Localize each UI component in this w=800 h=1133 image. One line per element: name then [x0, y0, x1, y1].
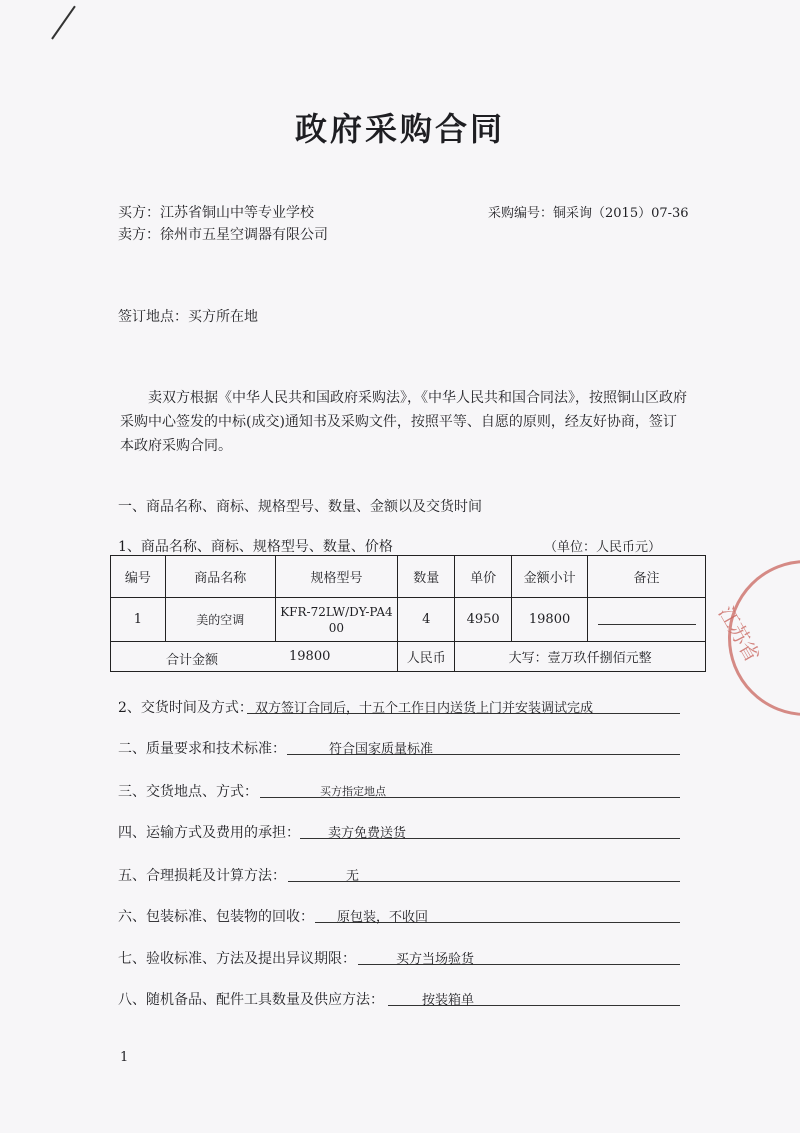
acceptance-field — [358, 948, 680, 965]
total-value: 19800 — [289, 649, 331, 664]
cell-model-line1: KFR-72LW/DY-PA4 — [280, 604, 393, 619]
quality-value: 符合国家质量标准 — [329, 742, 434, 757]
cell-name: 美的空调 — [165, 598, 275, 642]
header-remark: 备注 — [588, 556, 706, 598]
cell-model-line2: 00 — [328, 620, 345, 635]
cell-model — [275, 598, 398, 642]
table-header-row — [111, 556, 706, 598]
table-heading: 1、商品名称、商标、规格型号、数量、价格 — [118, 539, 393, 555]
buyer-line: 买方：江苏省铜山中等专业学校 — [118, 205, 314, 221]
item-2-field — [247, 697, 680, 714]
cell-no: 1 — [111, 598, 166, 642]
quality-field — [287, 738, 680, 755]
table-row — [111, 598, 706, 642]
transport-field — [300, 822, 680, 839]
cell-subtotal: 19800 — [512, 598, 588, 642]
loss-field — [288, 865, 680, 882]
header-subtotal: 金额小计 — [512, 556, 588, 598]
total-label-cell — [111, 642, 398, 672]
goods-table — [110, 555, 706, 672]
packaging-field — [315, 906, 680, 923]
cell-price: 4950 — [455, 598, 512, 642]
spares-value: 按装箱单 — [422, 993, 475, 1008]
signing-place — [118, 306, 258, 326]
delivery-place-field — [260, 781, 680, 798]
cell-remark — [588, 598, 706, 642]
signing-place-label: 签订地点： — [118, 309, 188, 325]
table-total-row — [111, 642, 706, 672]
loss-value: 无 — [346, 869, 360, 884]
unit-note: （单位：人民币元） — [544, 540, 662, 555]
pen-mark — [51, 6, 76, 40]
header-name: 商品名称 — [165, 556, 275, 598]
header-price: 单价 — [455, 556, 512, 598]
intro-paragraph: 卖双方根据《中华人民共和国政府采购法》，《中华人民共和国合同法》，按照铜山区政府采购中心签发的中标(成交)通知书及采购文件，按照平等、自愿的原则，经友好协商，签订本政府采购合同。 — [120, 390, 687, 454]
uppercase-amount: 大写：壹万玖仟捌佰元整 — [455, 642, 706, 672]
currency-cell: 人民币 — [398, 642, 455, 672]
item-2-label: 2、交货时间及方式： — [118, 700, 253, 716]
seal-text: 江苏省 — [713, 602, 765, 666]
header-no: 编号 — [111, 556, 166, 598]
packaging-label: 六、包装标准、包装物的回收： — [118, 909, 314, 925]
transport-label: 四、运输方式及费用的承担： — [118, 825, 300, 841]
spares-label: 八、随机备品、配件工具数量及供应方法： — [118, 992, 384, 1008]
cell-qty: 4 — [398, 598, 455, 642]
delivery-place-value: 买方指定地点 — [320, 785, 386, 798]
section-1-heading: 一、商品名称、商标、规格型号、数量、金额以及交货时间 — [118, 499, 482, 515]
spares-field — [388, 989, 680, 1006]
remark-blank-line — [598, 623, 696, 625]
transport-value: 卖方免费送货 — [328, 826, 407, 841]
document-title: 政府采购合同 — [294, 110, 505, 148]
item-2-value: 双方签订合同后，十五个工作日内送货上门并安装调试完成 — [255, 701, 594, 716]
header-model: 规格型号 — [275, 556, 398, 598]
delivery-place-label: 三、交货地点、方式： — [118, 784, 258, 800]
loss-label: 五、合理损耗及计算方法： — [118, 868, 286, 884]
total-label: 合计金额 — [166, 653, 219, 668]
page-number: 1 — [120, 1050, 129, 1065]
acceptance-value: 买方当场验货 — [396, 952, 475, 967]
acceptance-label: 七、验收标准、方法及提出异议期限： — [118, 951, 356, 967]
packaging-value: 原包装，不收回 — [337, 910, 429, 925]
seller-line: 卖方：徐州市五星空调器有限公司 — [118, 227, 328, 243]
signing-place-value: 买方所在地 — [188, 309, 258, 325]
purchase-number: 采购编号：铜采询（2015）07-36 — [488, 206, 689, 221]
header-qty: 数量 — [398, 556, 455, 598]
quality-label: 二、质量要求和技术标准： — [118, 741, 286, 757]
